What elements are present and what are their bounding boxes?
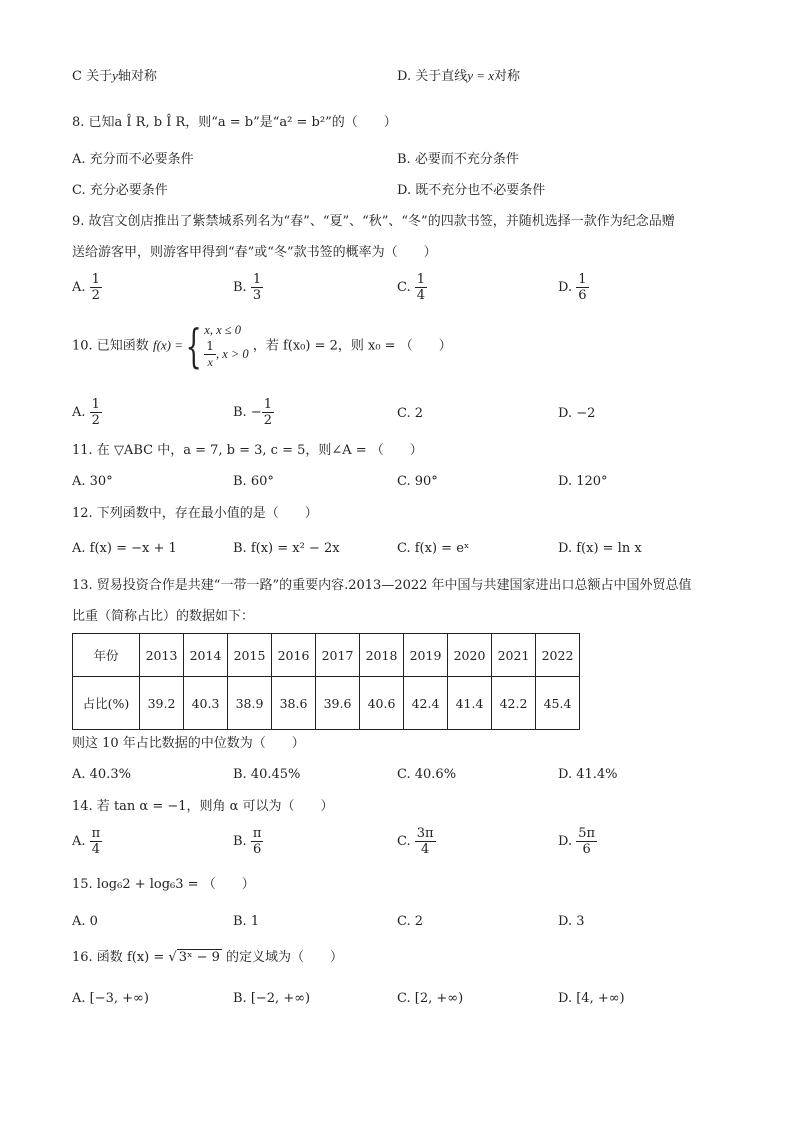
q16-option-a: A. [−3, +∞) xyxy=(72,991,149,1006)
table-cell-value: 39.2 xyxy=(140,677,184,730)
q10-piecewise xyxy=(204,322,248,370)
fraction-numerator: 5π xyxy=(578,826,596,841)
q10-option-a-fraction xyxy=(90,397,102,428)
fraction-numerator: 1 xyxy=(206,339,214,353)
q10-option-d: D. −2 xyxy=(558,406,596,421)
q16-stem-suffix: 的定义域为（ ） xyxy=(221,950,344,965)
q7-option-c-text: C 关于 xyxy=(72,69,113,84)
fraction-denominator: 6 xyxy=(578,288,587,303)
fraction-numerator: π xyxy=(91,826,101,841)
q14-option-b-label: B. xyxy=(233,834,247,849)
fraction-denominator: 4 xyxy=(416,288,426,303)
q9-option-a-label: A. xyxy=(72,280,86,295)
sqrt-icon: √ xyxy=(168,950,177,965)
q10-option-a xyxy=(72,397,102,428)
q11-option-a: A. 30° xyxy=(72,474,113,489)
q13-option-c: C. 40.6% xyxy=(397,767,457,782)
q8-option-b: B. 必要而不充分条件 xyxy=(397,152,519,167)
table-cell-value: 38.6 xyxy=(272,677,316,730)
fraction-denominator: 6 xyxy=(252,842,262,857)
table-cell-year: 2017 xyxy=(316,634,360,677)
table-cell-year: 2015 xyxy=(228,634,272,677)
q13-option-b: B. 40.45% xyxy=(233,767,301,782)
q14-option-d-label: D. xyxy=(558,834,573,849)
q9-option-c xyxy=(397,272,427,303)
fraction-numerator: 3π xyxy=(416,826,434,841)
fraction-denominator: 4 xyxy=(421,842,430,857)
q14-option-c-fraction xyxy=(415,826,436,857)
q16-stem xyxy=(72,950,343,966)
q10-option-b-fraction xyxy=(262,397,274,428)
q9-option-d-label: D. xyxy=(558,280,573,295)
fraction-denominator: 3 xyxy=(252,288,262,303)
q15-option-c: C. 2 xyxy=(397,914,424,929)
fraction-denominator: 2 xyxy=(91,413,100,428)
q15-option-a: A. 0 xyxy=(72,914,98,929)
fraction-denominator: 6 xyxy=(582,842,591,857)
table-cell-value: 38.9 xyxy=(228,677,272,730)
fraction-numerator: π xyxy=(252,826,262,841)
q16-stem-prefix: 16. 函数 f(x) = xyxy=(72,950,169,965)
q13-stem-line2: 比重（简称占比）的数据如下： xyxy=(72,609,255,624)
fraction-numerator: 1 xyxy=(252,272,262,287)
q9-option-a-fraction xyxy=(90,272,102,303)
table-cell-year: 2014 xyxy=(184,634,228,677)
q7-option-d-tail: 对称 xyxy=(494,69,521,84)
q7-option-d-text: D. 关于直线 xyxy=(397,69,468,84)
q11-option-b: B. 60° xyxy=(233,474,274,489)
q9-option-b-fraction xyxy=(251,272,263,303)
q8-option-c: C. 充分必要条件 xyxy=(72,183,168,198)
q15-stem: 15. log₆2 + log₆3 = （ ） xyxy=(72,877,255,892)
q16-option-c: C. [2, +∞) xyxy=(397,991,464,1006)
q16-radicand: 3ˣ − 9 xyxy=(178,950,220,965)
q14-option-a-label: A. xyxy=(72,834,86,849)
q12-option-c: C. f(x) = eˣ xyxy=(397,541,470,556)
q9-option-d xyxy=(558,272,589,303)
q14-option-b xyxy=(233,826,263,857)
table-row-values xyxy=(73,677,580,730)
q10-function: f(x) = xyxy=(152,337,184,353)
fraction-denominator: 4 xyxy=(91,842,101,857)
table-cell-year: 2013 xyxy=(140,634,184,677)
table-header-label: 年份 xyxy=(73,634,140,677)
q10-stem xyxy=(72,319,452,373)
q14-option-c-label: C. xyxy=(397,834,411,849)
table-cell-value: 40.3 xyxy=(184,677,228,730)
table-cell-year: 2021 xyxy=(492,634,536,677)
table-cell-year: 2020 xyxy=(448,634,492,677)
q9-option-c-label: C. xyxy=(397,280,411,295)
q7-option-c-tail: 轴对称 xyxy=(117,69,157,84)
fraction-denominator: 2 xyxy=(263,413,273,428)
q11-option-d: D. 120° xyxy=(558,474,608,489)
q13-stem-line1: 13. 贸易投资合作是共建“一带一路”的重要内容.2013—2022 年中国与共建国家进出口总额占中国外贸总值 xyxy=(72,578,692,593)
q7-option-d xyxy=(397,68,520,85)
q10-piece2-fraction xyxy=(204,339,216,370)
fraction-numerator: 1 xyxy=(91,397,100,412)
q8-option-a: A. 充分而不必要条件 xyxy=(72,152,194,167)
q14-option-d-fraction xyxy=(576,826,597,857)
fraction-denominator: 2 xyxy=(91,288,100,303)
q10-prefix: 10. 已知函数 xyxy=(72,338,149,354)
table-cell-year: 2019 xyxy=(404,634,448,677)
fraction-denominator: x xyxy=(207,355,213,369)
table-cell-value: 42.2 xyxy=(492,677,536,730)
q15-option-b: B. 1 xyxy=(233,914,260,929)
q10-option-a-label: A. xyxy=(72,405,86,420)
q7-option-d-eq: y = x xyxy=(467,68,495,83)
q13-option-a: A. 40.3% xyxy=(72,767,131,782)
q14-stem: 14. 若 tan α = −1，则角 α 可以为（ ） xyxy=(72,799,334,814)
q13-option-d: D. 41.4% xyxy=(558,767,618,782)
q10-piece2-condition: , x > 0 xyxy=(215,347,249,361)
table-cell-value: 39.6 xyxy=(316,677,360,730)
q13-data-table xyxy=(72,633,580,730)
q13-question: 则这 10 年占比数据的中位数为（ ） xyxy=(72,736,305,751)
q9-stem-line1: 9. 故宫文创店推出了紫禁城系列名为“春”、“夏”、“秋”、“冬”的四款书签，并随机选择一款作为纪念品赠 xyxy=(72,214,675,229)
q10-option-b xyxy=(233,397,274,428)
q14-option-b-fraction xyxy=(251,826,264,857)
q14-option-d xyxy=(558,826,597,857)
fraction-numerator: 1 xyxy=(416,272,426,287)
table-cell-year: 2018 xyxy=(360,634,404,677)
q12-option-d: D. f(x) = ln x xyxy=(558,541,642,556)
table-cell-year: 2022 xyxy=(536,634,580,677)
q16-option-d: D. [4, +∞) xyxy=(558,991,625,1006)
q9-option-b-label: B. xyxy=(233,280,247,295)
q12-stem: 12. 下列函数中，存在最小值的是（ ） xyxy=(72,506,318,521)
q11-stem: 11. 在 ▽ABC 中，a = 7, b = 3, c = 5，则∠A = （ ） xyxy=(72,443,423,458)
table-cell-value: 41.4 xyxy=(448,677,492,730)
left-brace-icon: { xyxy=(185,319,202,373)
table-cell-value: 45.4 xyxy=(536,677,580,730)
q8-stem: 8. 已知a Î R, b Î R，则“a = b”是“a² = b²”的（ ） xyxy=(72,115,397,130)
table-row-years xyxy=(73,634,580,677)
q12-option-b: B. f(x) = x² − 2x xyxy=(233,541,340,556)
q16-option-b: B. [−2, +∞) xyxy=(233,991,311,1006)
q10-option-b-label: B. xyxy=(233,405,247,420)
q8-option-d: D. 既不充分也不必要条件 xyxy=(397,183,546,198)
q7-option-c-var: y xyxy=(112,68,118,83)
q12-option-a: A. f(x) = −x + 1 xyxy=(72,541,177,556)
q7-option-c xyxy=(72,68,157,85)
q9-option-a xyxy=(72,272,102,303)
table-cell-value: 42.4 xyxy=(404,677,448,730)
fraction-numerator: 1 xyxy=(91,272,100,287)
q14-option-a xyxy=(72,826,102,857)
table-cell-value: 40.6 xyxy=(360,677,404,730)
q9-option-c-fraction xyxy=(415,272,427,303)
q14-option-a-fraction xyxy=(90,826,103,857)
table-cell-year: 2016 xyxy=(272,634,316,677)
q14-option-c xyxy=(397,826,436,857)
q10-option-c: C. 2 xyxy=(397,406,424,421)
q10-suffix: ，若 f(x₀) = 2，则 x₀ = （ ） xyxy=(252,338,452,354)
q9-option-d-fraction xyxy=(576,272,588,303)
q11-option-c: C. 90° xyxy=(397,474,438,489)
q15-option-d: D. 3 xyxy=(558,914,585,929)
table-row-label: 占比(%) xyxy=(73,677,140,730)
fraction-numerator: 1 xyxy=(578,272,587,287)
q10-piece1: x, x ≤ 0 xyxy=(204,323,242,337)
q9-option-b xyxy=(233,272,263,303)
fraction-numerator: 1 xyxy=(263,397,273,412)
q9-stem-line2: 送给游客甲，则游客甲得到“春”或“冬”款书签的概率为（ ） xyxy=(72,245,437,260)
q10-option-b-sign: − xyxy=(250,405,262,420)
